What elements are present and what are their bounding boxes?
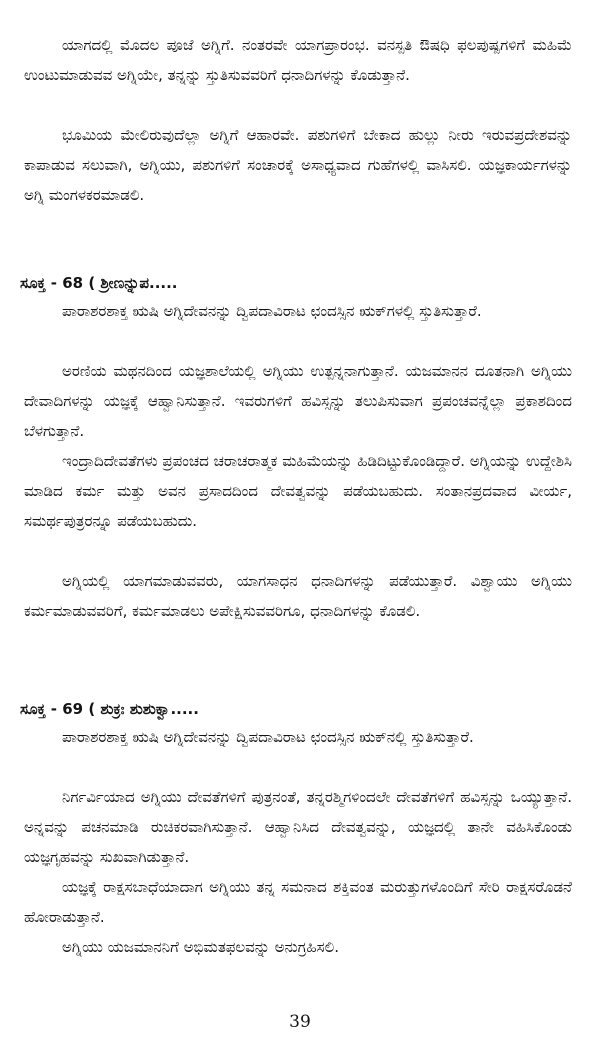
paragraph-bhoomi <box>24 120 572 210</box>
paragraph-68-arani-text: ಅರಣಿಯ ಮಥನದಿಂದ ಯಜ್ಞಶಾಲೆಯಲ್ಲಿ ಅಗ್ನಿಯು ಉತ್ಪನ್ನನಾಗುತ್ತಾನೆ. ಯಜಮಾನನ ದೂತನಾಗಿ ಅಗ್ನಿಯು ದೇವಾದಿಗಳನ್ನು ಯಜ್ಞಕ್ಕೆ ಆಹ್ವಾನಿಸುತ್ತಾನೆ. ಇವರುಗಳಿಗೆ ಹವಿಸ್ಸನ್ನು ತಲುಪಿಸುವಾಗ ಪ್ರಪಂಚವನ್ನೆಲ್ಲಾ ಪ್ರಕಾಶದಿಂದ ಬೆಳಗುತ್ತಾನೆ. <box>24 362 572 440</box>
paragraph-68-intro <box>24 296 572 326</box>
paragraph-69-nirgarvi-text: ನಿರ್ಗರ್ವಿಯಾದ ಅಗ್ನಿಯು ದೇವತೆಗಳಿಗೆ ಪುತ್ರನಂತೆ, ತನ್ನರಶ್ಮಿಗಳಿಂದಲೇ ದೇವತೆಗಳಿಗೆ ಹವಿಸ್ಸನ್ನು ಒಯ್ಯುತ್ತಾನೆ. ಅನ್ನವನ್ನು ಪಚನಮಾಡಿ ರುಚಿಕರವಾಗಿಸುತ್ತಾನೆ. ಆಹ್ವಾನಿಸಿದ ದೇವತ್ವವನ್ನು, ಯಜ್ಞದಲ್ಲಿ ತಾನೇ ವಹಿಸಿಕೊಂಡು ಯಜ್ಞಗೃಹವನ್ನು ಸುಖವಾಗಿಡುತ್ತಾನೆ. <box>24 788 572 866</box>
paragraph-69-rakshasa-text: ಯಜ್ಞಕ್ಕೆ ರಾಕ್ಷಸಬಾಧೆಯಾದಾಗ ಅಗ್ನಿಯು ತನ್ನ ಸಮನಾದ ಶಕ್ತಿವಂತ ಮರುತ್ತುಗಳೊಂದಿಗೆ ಸೇರಿ ರಾಕ್ಷಸರೊಡನೆ ಹೋರಾಡುತ್ತಾನೆ. <box>24 878 572 926</box>
paragraph-69-nirgarvi <box>24 782 572 872</box>
page-number: 39 <box>289 1012 311 1032</box>
section-heading-69: ಸೂಕ್ತ - 69 ( ಶುಕ್ರಃ ಶುಶುಕ್ವಾ..... <box>20 700 199 718</box>
paragraph-68-intro-text: ಪಾರಾಶರಶಾಕ್ತ ಋಷಿ ಅಗ್ನಿದೇವನನ್ನು ದ್ವಿಪದಾವಿರಾಟ ಛಂದಸ್ಸಿನ ಋಕ್‌ಗಳಲ್ಲಿ ಸ್ತುತಿಸುತ್ತಾರೆ. <box>62 302 482 320</box>
paragraph-69-rakshasa <box>24 872 572 932</box>
paragraph-68-indra-text: ಇಂದ್ರಾದಿದೇವತೆಗಳು ಪ್ರಪಂಚದ ಚರಾಚರಾತ್ಮಕ ಮಹಿಮೆಯನ್ನು ಹಿಡಿದಿಟ್ಟುಕೊಂಡಿದ್ದಾರೆ. ಅಗ್ನಿಯನ್ನು ಉದ್ದೇಶಿಸಿ ಮಾಡಿದ ಕರ್ಮ ಮತ್ತು ಅವನ ಪ್ರಸಾದದಿಂದ ದೇವತ್ವವನ್ನು ಪಡೆಯಬಹುದು. ಸಂತಾನಪ್ರದವಾದ ವೀರ್ಯ, ಸಮರ್ಥಪುತ್ರರನ್ನೂ ಪಡೆಯಬಹುದು. <box>24 452 572 530</box>
paragraph-69-intro <box>24 722 572 752</box>
paragraph-68-yaga-text: ಅಗ್ನಿಯಲ್ಲಿ ಯಾಗಮಾಡುವವರು, ಯಾಗಸಾಧನ ಧನಾದಿಗಳನ್ನು ಪಡೆಯುತ್ತಾರೆ. ವಿಶ್ವಾಯು ಅಗ್ನಿಯು ಕರ್ಮಮಾಡುವವರಿಗೆ, ಕರ್ಮಮಾಡಲು ಅಪೇಕ್ಷಿಸುವವರಿಗೂ, ಧನಾದಿಗಳನ್ನು ಕೊಡಲಿ. <box>24 572 572 620</box>
paragraph-68-indra <box>24 446 572 536</box>
paragraph-69-intro-text: ಪಾರಾಶರಶಾಕ್ತ ಋಷಿ ಅಗ್ನಿದೇವನನ್ನು ದ್ವಿಪದಾವಿರಾಟ ಛಂದಸ್ಸಿನ ಋಕ್‌ನಲ್ಲಿ ಸ್ತುತಿಸುತ್ತಾರೆ. <box>62 728 474 746</box>
paragraph-yaga-text: ಯಾಗದಲ್ಲಿ ಮೊದಲ ಪೂಜೆ ಅಗ್ನಿಗೆ. ನಂತರವೇ ಯಾಗಪ್ರಾರಂಭ. ವನಸ್ಪತಿ ಔಷಧಿ ಫಲಪುಷ್ಪಗಳಿಗೆ ಮಹಿಮೆ ಉಂಟುಮಾಡುವವ ಅಗ್ನಿಯೇ, ತನ್ನನ್ನು ಸ್ತುತಿಸುವವರಿಗೆ ಧನಾದಿಗಳನ್ನು ಕೊಡುತ್ತಾನೆ. <box>24 36 572 84</box>
paragraph-69-agni <box>24 932 572 962</box>
paragraph-bhoomi-text: ಭೂಮಿಯ ಮೇಲಿರುವುದೆಲ್ಲಾ ಅಗ್ನಿಗೆ ಆಹಾರವೇ. ಪಶುಗಳಿಗೆ ಬೇಕಾದ ಹುಲ್ಲು ನೀರು ಇರುವಪ್ರದೇಶವನ್ನು ಕಾಪಾಡುವ ಸಲುವಾಗಿ, ಅಗ್ನಿಯು, ಪಶುಗಳಿಗೆ ಸಂಚಾರಕ್ಕೆ ಅಸಾಧ್ಯವಾದ ಗುಹೆಗಳಲ್ಲಿ ವಾಸಿಸಲಿ. ಯಜ್ಞಕಾರ್ಯಗಳನ್ನು ಅಗ್ನಿ ಮಂಗಳಕರಮಾಡಲಿ. <box>24 126 572 204</box>
paragraph-69-agni-text: ಅಗ್ನಿಯು ಯಜಮಾನನಿಗೆ ಅಭಿಮತಫಲವನ್ನು ಅನುಗ್ರಹಿಸಲಿ. <box>62 938 339 956</box>
paragraph-68-yaga <box>24 566 572 626</box>
paragraph-yaga <box>24 30 572 90</box>
section-heading-68: ಸೂಕ್ತ - 68 ( ಶ್ರೀಣನ್ನುಪ..... <box>20 274 178 292</box>
paragraph-68-arani <box>24 356 572 446</box>
